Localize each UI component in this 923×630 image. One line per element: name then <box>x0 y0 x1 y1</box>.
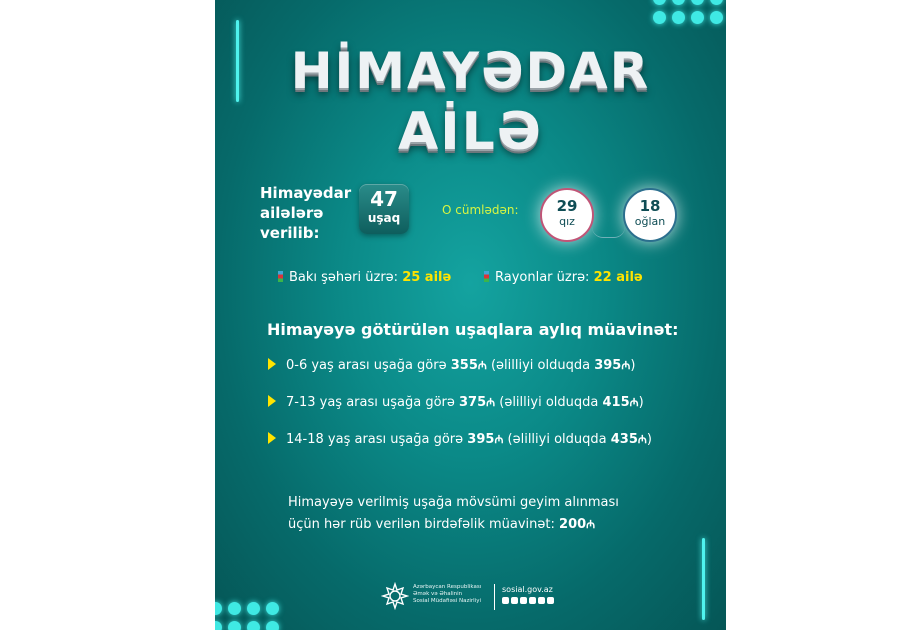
given-label: Himayədar ailələrə verilib: <box>260 184 352 242</box>
manat-icon: ₼ <box>621 359 631 372</box>
baku-families: 25 ailə <box>402 270 452 285</box>
linkedin-icon[interactable] <box>547 597 554 604</box>
ministry-emblem-icon <box>381 582 409 610</box>
website-link[interactable]: sosial.gov.az <box>502 585 553 594</box>
title-line-2: AİLƏ <box>398 102 543 162</box>
triangle-bullet-icon <box>268 432 276 444</box>
benefit-item: 0-6 yaş arası uşağa görə 355₼ (əlilliyi olduqda 395₼) <box>268 358 635 373</box>
boys-count-circle <box>623 188 677 242</box>
including-label: O cümlədən: <box>442 203 519 217</box>
ministry-name: Azərbaycan Respublikası Əmək və Əhalinin Sosial Müdafiəsi Nazirliyi <box>413 584 482 604</box>
girls-label: qız <box>559 215 575 228</box>
seasonal-amount: 200 <box>559 517 587 532</box>
triangle-bullet-icon <box>268 395 276 407</box>
triangle-bullet-icon <box>268 358 276 370</box>
flag-icon <box>484 271 489 282</box>
region-districts: Rayonlar üzrə: 22 ailə <box>484 270 643 285</box>
manat-icon: ₼ <box>477 359 487 372</box>
manat-icon: ₼ <box>494 433 504 446</box>
boys-label: oğlan <box>634 215 666 228</box>
social-icons <box>502 597 554 604</box>
girls-count: 29 <box>556 197 578 215</box>
children-count: 47 <box>370 187 398 211</box>
instagram-icon[interactable] <box>511 597 518 604</box>
deco-line-bottom-right <box>702 538 705 620</box>
deco-dots-top-right <box>653 0 723 24</box>
benefit-item: 7-13 yaş arası uşağa görə 375₼ (əlilliyi olduqda 415₼) <box>268 395 644 410</box>
benefit-item: 14-18 yaş arası uşağa görə 395₼ (əlilliyi olduqda 435₼) <box>268 432 652 447</box>
facebook-icon[interactable] <box>502 597 509 604</box>
footer-divider <box>494 584 495 610</box>
boys-count: 18 <box>639 197 661 215</box>
twitter-icon[interactable] <box>529 597 536 604</box>
deco-dots-bottom-left <box>215 602 279 630</box>
district-families: 22 ailə <box>593 270 643 285</box>
seasonal-benefit: Himayəyə verilmiş uşağa mövsümi geyim alınması üçün hər rüb verilən birdəfəlik müavinət: 200₼ <box>288 495 619 532</box>
children-count-unit: uşaq <box>367 211 401 225</box>
girls-count-circle <box>540 188 594 242</box>
manat-icon: ₼ <box>486 396 496 409</box>
manat-icon: ₼ <box>629 396 639 409</box>
manat-icon: ₼ <box>586 518 596 531</box>
circles-connector <box>592 227 625 238</box>
youtube-icon[interactable] <box>538 597 545 604</box>
children-count-box <box>359 184 409 234</box>
infographic-poster <box>215 0 726 630</box>
title-line-1: HİMAYƏDAR <box>290 42 651 100</box>
manat-icon: ₼ <box>637 433 647 446</box>
flag-icon <box>278 271 283 282</box>
region-baku: Bakı şəhəri üzrə: 25 ailə <box>278 270 451 285</box>
benefits-heading: Himayəyə götürülən uşaqlara aylıq müavinət: <box>267 320 679 339</box>
footer <box>381 582 581 616</box>
telegram-icon[interactable] <box>520 597 527 604</box>
